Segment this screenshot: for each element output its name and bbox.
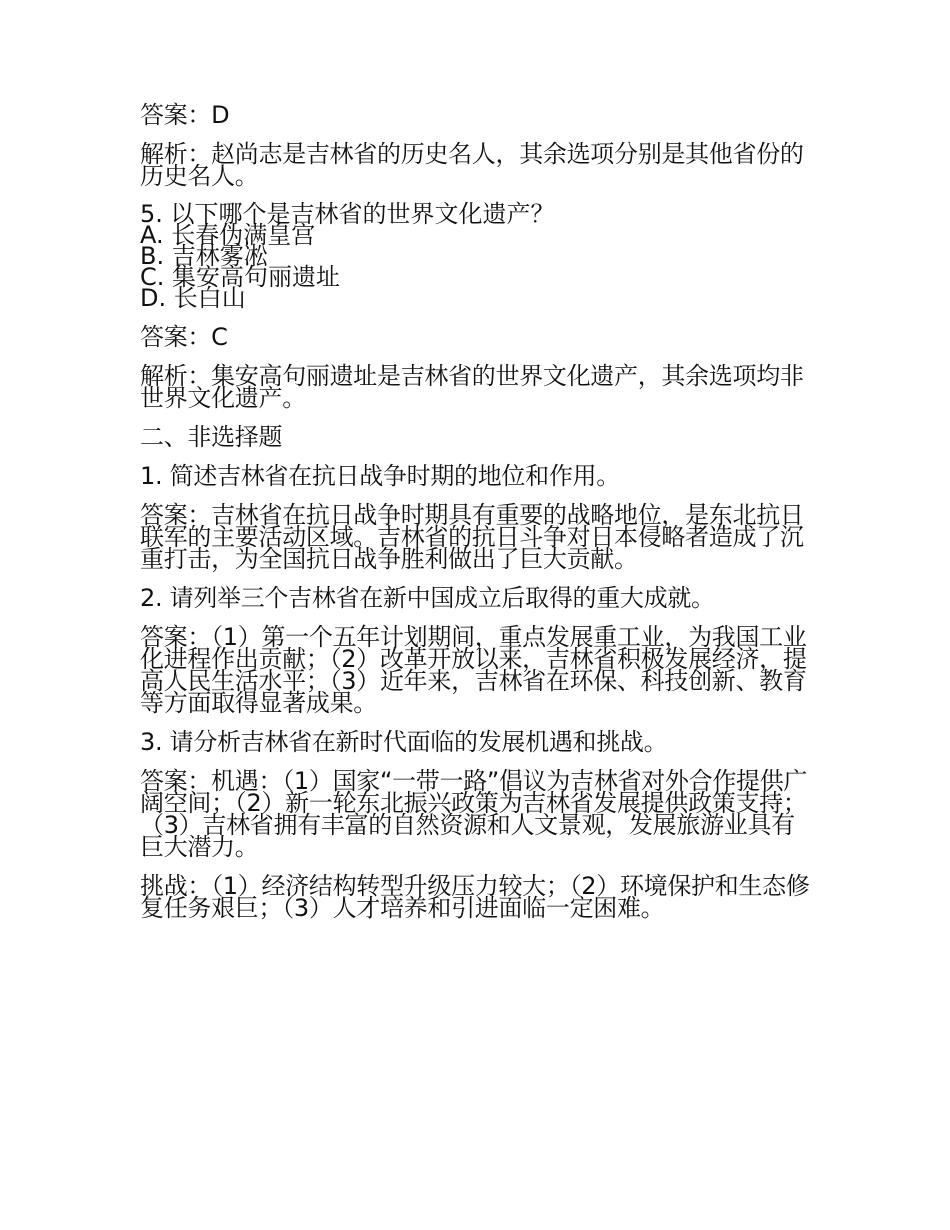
question-5-option-a: A. 长春伪满皇宫: [140, 221, 316, 249]
open-question-1-title: 1. 简述吉林省在抗日战争时期的地位和作用。: [140, 462, 620, 490]
question-5-option-c: C. 集安高句丽遗址: [140, 263, 341, 291]
question-5-title: 5. 以下哪个是吉林省的世界文化遗产？: [140, 200, 555, 228]
open-question-3-title: 3. 请分析吉林省在新时代面临的发展机遇和挑战。: [140, 728, 668, 756]
open-question-1-answer: 答案：吉林省在抗日战争时期具有重要的战略地位，是东北抗日联军的主要活动区域。吉林省的抗日斗争对日本侵略者造成了沉重打击，为全国抗日战争胜利做出了巨大贡献。: [140, 501, 804, 573]
document-page: [140, 101, 815, 936]
analysis-q5: 解析：集安高句丽遗址是吉林省的世界文化遗产，其余选项均非世界文化遗产。: [140, 362, 804, 412]
open-question-3-challenge: 挑战：（1）经济结构转型升级压力较大；（2）环境保护和生态修复任务艰巨；（3）人才培养和引进面临一定困难。: [140, 872, 810, 922]
question-5-option-d: D. 长白山: [140, 284, 246, 312]
question-5-option-b: B. 吉林雾凇: [140, 242, 268, 270]
answer-q5: 答案：C: [140, 323, 228, 351]
open-question-3-opportunity: 答案：机遇：（1）国家“一带一路”倡议为吉林省对外合作提供广阔空间；（2）新一轮东北振兴政策为吉林省发展提供政策支持；（3）吉林省拥有丰富的自然资源和人文景观，发展旅游业具有巨大潜力。: [140, 767, 808, 861]
section-heading-non-choice: 二、非选择题: [140, 423, 283, 451]
open-question-2-title: 2. 请列举三个吉林省在新中国成立后取得的重大成就。: [140, 584, 715, 612]
open-question-2-answer: 答案：（1）第一个五年计划期间，重点发展重工业，为我国工业化进程作出贡献；（2）改革开放以来，吉林省积极发展经济，提高人民生活水平；（3）近年来，吉林省在环保、科技创新、教育等方面取得显著成果。: [140, 623, 807, 717]
question-5: [140, 200, 815, 312]
answer-q4: 答案：D: [140, 101, 230, 129]
analysis-q4: 解析：赵尚志是吉林省的历史名人，其余选项分别是其他省份的历史名人。: [140, 140, 804, 190]
